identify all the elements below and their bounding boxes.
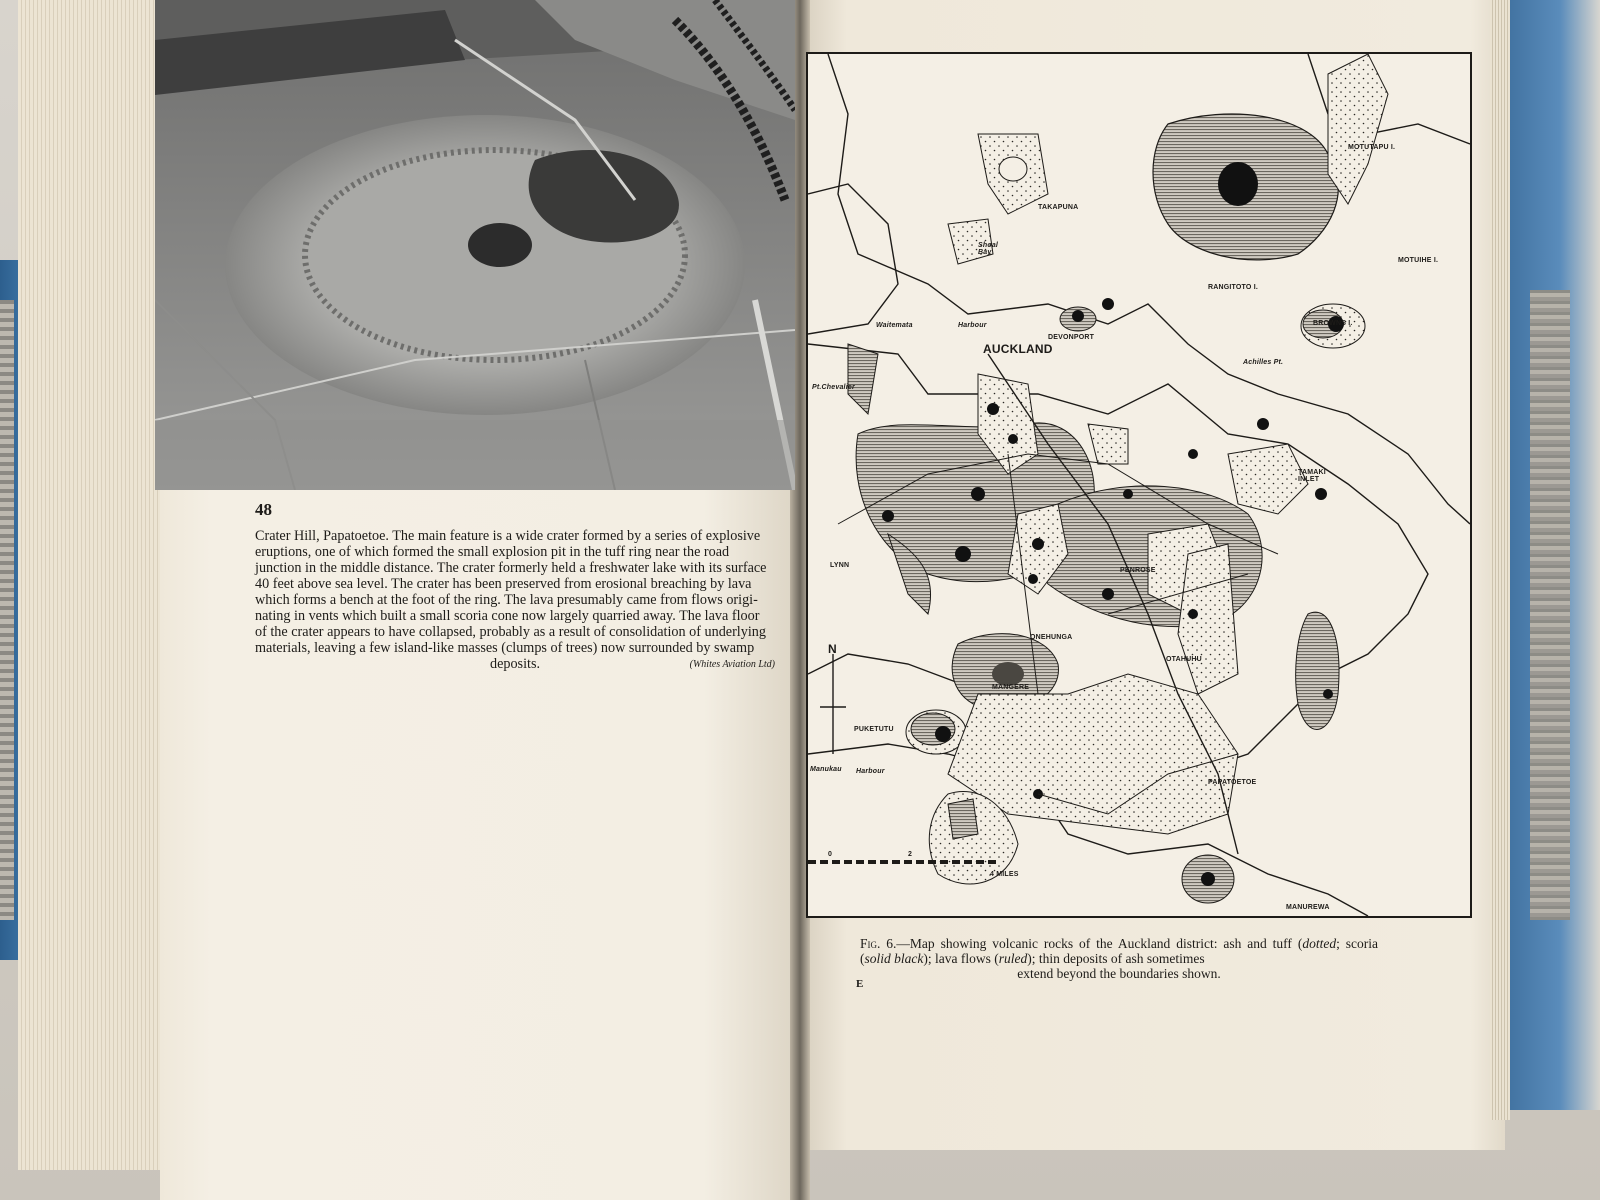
figure-line-3: extend beyond the boundaries shown. bbox=[1017, 966, 1221, 981]
caption-line: eruptions, one of which formed the small explosion pit in the tuff ring near the road bbox=[255, 544, 730, 560]
map-label-manukau-harbour: Harbour bbox=[856, 768, 885, 775]
scale-label-2: 2 bbox=[908, 851, 913, 858]
map-label-takapuna: TAKAPUNA bbox=[1038, 204, 1079, 211]
map-label-mangere: MANGERE bbox=[992, 684, 1030, 691]
map-label-motutapu: MOTUTAPU I. bbox=[1348, 144, 1396, 151]
photo-caption bbox=[255, 500, 775, 672]
map-label-harbour: Harbour bbox=[958, 322, 987, 329]
caption-last-word: deposits. bbox=[489, 656, 541, 672]
caption-line: of the crater appears to have collapsed, probably as a result of consolidation of underlying bbox=[255, 624, 766, 640]
adjacent-book-right bbox=[1530, 290, 1570, 920]
map-label-motuihe: MOTUIHE I. bbox=[1398, 257, 1439, 264]
map-label-north: N bbox=[828, 642, 837, 656]
map-label-puketutu: PUKETUTU bbox=[854, 726, 894, 733]
figure-ruled: ruled bbox=[998, 951, 1028, 966]
map-label-shoal-bay: Shoal Bay bbox=[978, 242, 999, 256]
page-edges-right bbox=[1490, 0, 1510, 1120]
adjacent-book-left bbox=[0, 300, 14, 920]
photo-credit: (Whites Aviation Ltd) bbox=[689, 659, 775, 670]
map-label-lynn: LYNN bbox=[830, 562, 850, 569]
signature-mark: E bbox=[856, 978, 864, 990]
map-label-manurewa: MANUREWA bbox=[1286, 904, 1330, 911]
map-label-rangitoto: RANGITOTO I. bbox=[1208, 284, 1258, 291]
scale-label-4-miles: 4 MILES bbox=[990, 871, 1019, 878]
map-label-pt-chevalier: Pt.Chevalier bbox=[812, 384, 855, 391]
figure-lead: Fig. 6. bbox=[860, 936, 897, 951]
figure-line-1: —Map showing volcanic rocks of the Auckland district: ash and tuff bbox=[896, 936, 1292, 951]
scale-label-0: 0 bbox=[828, 851, 833, 858]
caption-last-line bbox=[255, 656, 775, 672]
page-edges-left bbox=[18, 0, 168, 1170]
map-label-papatoetoe: PAPATOETOE bbox=[1208, 779, 1257, 786]
caption-line: which forms a bench at the foot of the ring. The lava presumably came from flows origi- bbox=[255, 592, 758, 608]
caption-line: 40 feet above sea level. The crater has been preserved from erosional breaching by lava bbox=[255, 576, 752, 592]
caption-line: junction in the middle distance. The crater formerly held a freshwater lake with its surface bbox=[255, 560, 767, 576]
map-label-tamaki-inlet: TAMAKI INLET bbox=[1298, 469, 1326, 483]
map-label-onehunga: ONEHUNGA bbox=[1030, 634, 1073, 641]
figure-part-4: ); thin deposits of ash sometimes bbox=[1027, 951, 1205, 966]
figure-caption: Fig. 6.—Map showing volcanic rocks of the Auckland district: ash and tuff (dotted; scoria (solid black); lava flows (ruled); thin deposits of ash sometimes extend beyond the boundaries shown. bbox=[860, 936, 1378, 981]
map-label-auckland: AUCKLAND bbox=[983, 342, 1053, 356]
caption-line: nating in vents which built a small scoria cone now largely quarried away. The lava floor bbox=[255, 608, 760, 624]
figure-part-2: ; scoria ( bbox=[860, 936, 1378, 966]
figure-part-3: ); lava flows ( bbox=[923, 951, 999, 966]
map-label-devonport: DEVONPORT bbox=[1048, 334, 1095, 341]
figure-solid-black: solid black bbox=[864, 951, 924, 966]
map-label-otahuhu: OTAHUHU bbox=[1166, 656, 1202, 663]
map-label-achilles: Achilles Pt. bbox=[1243, 359, 1284, 366]
volcanic-map-drawing bbox=[808, 54, 1470, 916]
map-label-manukau: Manukau bbox=[810, 766, 842, 773]
aerial-photo-crater-hill bbox=[155, 0, 795, 490]
figure-dotted: dotted bbox=[1302, 936, 1337, 951]
map-label-penrose: PENROSE bbox=[1120, 567, 1156, 574]
map-label-waitemata: Waitemata bbox=[876, 322, 913, 329]
plate-number: 48 bbox=[255, 500, 272, 519]
volcanic-map-figure bbox=[806, 52, 1472, 918]
map-label-browns: BROWNS I. bbox=[1313, 320, 1353, 327]
caption-line: Crater Hill, Papatoetoe. The main feature is a wide crater formed by a series of explosive bbox=[255, 528, 761, 544]
caption-line: materials, leaving a few island-like masses (clumps of trees) now surrounded by swamp bbox=[255, 640, 755, 656]
